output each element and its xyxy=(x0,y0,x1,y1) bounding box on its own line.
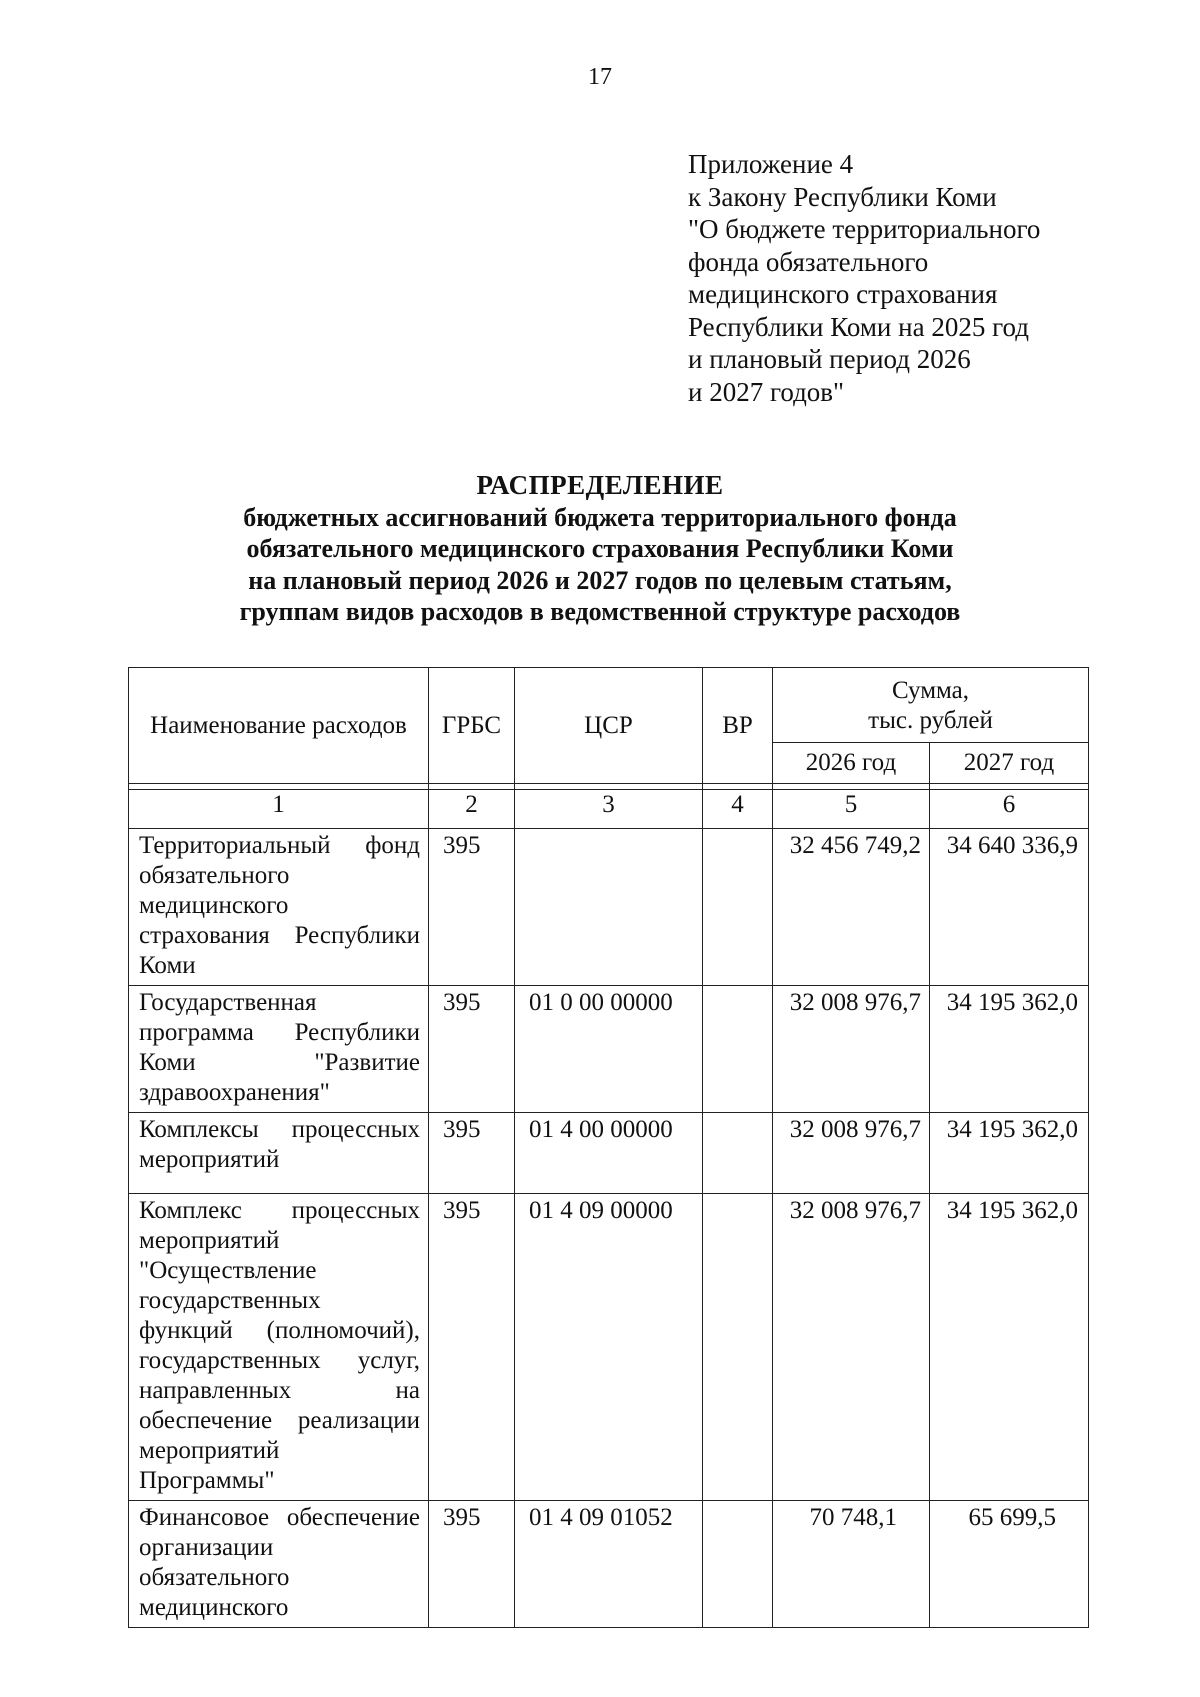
column-number: 6 xyxy=(930,790,1089,829)
header-name: Наименование расходов xyxy=(129,668,429,784)
row-vr xyxy=(703,1501,773,1628)
header-grbs: ГРБС xyxy=(429,668,515,784)
appendix-line: медицинского страхования xyxy=(688,279,998,309)
column-numbers-row xyxy=(129,790,1089,829)
row-name: Комплексы процессных мероприятий xyxy=(129,1113,429,1194)
document-heading xyxy=(0,470,1200,628)
header-year-2027: 2027 год xyxy=(930,743,1089,784)
row-sum-2026: 32 456 749,2 xyxy=(773,829,930,986)
row-csr xyxy=(515,829,703,986)
row-sum-2027: 34 640 336,9 xyxy=(930,829,1089,986)
header-year-2026: 2026 год xyxy=(773,743,930,784)
row-sum-2026: 32 008 976,7 xyxy=(773,986,930,1113)
row-grbs: 395 xyxy=(429,1194,515,1501)
header-sum-line1: Сумма, xyxy=(891,677,970,704)
appendix-line: "О бюджете территориального xyxy=(688,214,1041,244)
row-csr: 01 4 00 00000 xyxy=(515,1113,703,1194)
heading-line: на плановый период 2026 и 2027 годов по целевым статьям, xyxy=(248,565,952,595)
budget-table xyxy=(128,667,1089,1628)
page-number: 17 xyxy=(588,64,612,90)
row-csr: 01 4 09 01052 xyxy=(515,1501,703,1628)
header-vr: ВР xyxy=(703,668,773,784)
heading-title: РАСПРЕДЕЛЕНИЕ xyxy=(476,470,724,500)
heading-line: бюджетных ассигнований бюджета территориального фонда xyxy=(243,502,957,532)
row-sum-2027: 34 195 362,0 xyxy=(930,986,1089,1113)
column-number: 4 xyxy=(703,790,773,829)
row-name: Государственная программа Республики Коми "Развитие здравоохранения" xyxy=(129,986,429,1113)
column-number: 2 xyxy=(429,790,515,829)
header-sum xyxy=(773,668,1089,743)
row-name: Комплекс процессных мероприятий "Осуществление государственных функций (полномочий), государственных услуг, направленных на обеспечение реализации мероприятий Программы" xyxy=(129,1194,429,1501)
row-csr: 01 4 09 00000 xyxy=(515,1194,703,1501)
column-number: 5 xyxy=(773,790,930,829)
row-csr: 01 0 00 00000 xyxy=(515,986,703,1113)
row-grbs: 395 xyxy=(429,986,515,1113)
row-sum-2026: 32 008 976,7 xyxy=(773,1113,930,1194)
appendix-line: Приложение 4 xyxy=(688,149,854,179)
header-sum-line2: тыс. рублей xyxy=(868,707,993,734)
row-sum-2026: 70 748,1 xyxy=(773,1501,930,1628)
header-csr: ЦСР xyxy=(515,668,703,784)
row-vr xyxy=(703,986,773,1113)
row-grbs: 395 xyxy=(429,1501,515,1628)
table-row xyxy=(129,986,1089,1113)
row-sum-2027: 34 195 362,0 xyxy=(930,1113,1089,1194)
row-sum-2026: 32 008 976,7 xyxy=(773,1194,930,1501)
row-grbs: 395 xyxy=(429,829,515,986)
appendix-line: и 2027 годов" xyxy=(688,376,845,407)
row-name: Финансовое обеспечение организации обязательного медицинского xyxy=(129,1501,429,1628)
table-row xyxy=(129,1194,1089,1501)
row-vr xyxy=(703,1113,773,1194)
appendix-line: и плановый период 2026 xyxy=(688,344,971,374)
appendix-line: фонда обязательного xyxy=(688,246,929,277)
appendix-line: Республики Коми на 2025 год xyxy=(688,311,1029,342)
heading-line: обязательного медицинского страхования Республики Коми xyxy=(246,534,954,563)
appendix-line: к Закону Республики Коми xyxy=(688,181,997,212)
row-sum-2027: 65 699,5 xyxy=(930,1501,1089,1628)
column-number: 3 xyxy=(515,790,703,829)
heading-line: группам видов расходов в ведомственной структуре расходов xyxy=(239,597,961,626)
table-row xyxy=(129,829,1089,986)
table-row xyxy=(129,1113,1089,1194)
row-vr xyxy=(703,829,773,986)
appendix-note xyxy=(688,148,1128,408)
column-number: 1 xyxy=(129,790,429,829)
row-vr xyxy=(703,1194,773,1501)
row-name: Территориальный фонд обязательного медицинского страхования Республики Коми xyxy=(129,829,429,986)
row-grbs: 395 xyxy=(429,1113,515,1194)
table-row xyxy=(129,1501,1089,1628)
row-sum-2027: 34 195 362,0 xyxy=(930,1194,1089,1501)
